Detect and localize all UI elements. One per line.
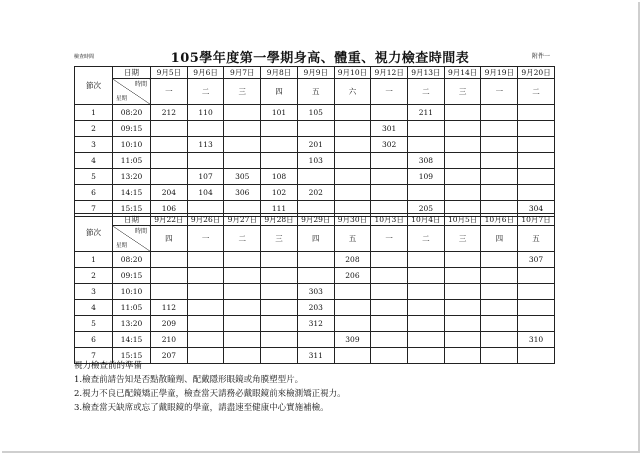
class-cell: 208 <box>334 252 371 268</box>
class-cell <box>408 121 445 137</box>
class-cell <box>224 252 261 268</box>
class-cell: 206 <box>334 268 371 284</box>
date-cell: 10月3日 <box>371 214 408 226</box>
attachment-label: 附件一 <box>532 53 551 60</box>
table-row <box>75 185 555 201</box>
section-number: 4 <box>75 153 113 169</box>
class-cell: 306 <box>224 185 261 201</box>
weekday-cell: 四 <box>261 79 298 105</box>
time-cell: 15:15 <box>113 348 151 364</box>
class-cell <box>297 332 334 348</box>
class-cell <box>334 105 371 121</box>
table-row <box>75 121 555 137</box>
date-row <box>75 214 555 226</box>
class-cell <box>261 153 298 169</box>
date-cell: 9月6日 <box>187 67 224 79</box>
class-cell <box>481 300 518 316</box>
class-cell: 202 <box>297 185 334 201</box>
class-cell: 112 <box>151 300 188 316</box>
weekday-cell: 二 <box>408 226 445 252</box>
time-cell: 13:20 <box>113 169 151 185</box>
class-cell <box>481 348 518 364</box>
class-cell: 302 <box>371 137 408 153</box>
date-cell: 9月7日 <box>224 67 261 79</box>
class-cell <box>334 316 371 332</box>
class-cell <box>371 300 408 316</box>
class-cell <box>408 332 445 348</box>
time-weekday-header <box>113 79 151 105</box>
class-cell <box>518 300 555 316</box>
date-cell: 9月13日 <box>408 67 445 79</box>
section-number: 1 <box>75 105 113 121</box>
class-cell: 101 <box>261 105 298 121</box>
class-cell <box>187 153 224 169</box>
time-cell: 11:05 <box>113 153 151 169</box>
class-cell <box>187 332 224 348</box>
class-cell <box>334 153 371 169</box>
table-body <box>75 105 555 217</box>
table-row <box>75 105 555 121</box>
class-cell: 210 <box>151 332 188 348</box>
class-cell <box>481 284 518 300</box>
weekday-cell: 四 <box>297 226 334 252</box>
date-cell: 10月7日 <box>518 214 555 226</box>
class-cell <box>518 105 555 121</box>
class-cell <box>481 121 518 137</box>
class-cell: 207 <box>151 348 188 364</box>
date-cell: 9月8日 <box>261 67 298 79</box>
class-cell <box>151 268 188 284</box>
time-cell: 14:15 <box>113 332 151 348</box>
weekday-cell: 三 <box>444 226 481 252</box>
table-row <box>75 252 555 268</box>
class-cell <box>408 284 445 300</box>
section-number: 6 <box>75 332 113 348</box>
date-cell: 9月10日 <box>334 67 371 79</box>
class-cell <box>224 332 261 348</box>
class-cell <box>297 268 334 284</box>
date-cell: 9月26日 <box>187 214 224 226</box>
class-cell <box>224 268 261 284</box>
class-cell <box>371 153 408 169</box>
class-cell: 104 <box>187 185 224 201</box>
table-row <box>75 300 555 316</box>
class-cell <box>408 252 445 268</box>
class-cell: 107 <box>187 169 224 185</box>
class-cell <box>151 121 188 137</box>
class-cell <box>224 300 261 316</box>
class-cell <box>334 300 371 316</box>
schedule-table-september <box>74 66 555 217</box>
date-cell: 10月4日 <box>408 214 445 226</box>
class-cell <box>481 252 518 268</box>
class-cell: 301 <box>371 121 408 137</box>
class-cell: 205 <box>408 201 445 217</box>
class-cell <box>444 185 481 201</box>
class-cell <box>518 284 555 300</box>
weekday-cell: 一 <box>371 79 408 105</box>
date-cell: 9月28日 <box>261 214 298 226</box>
page-title: 105學年度第一學期身高、體重、視力檢查時間表 <box>170 51 470 66</box>
weekday-cell: 一 <box>371 226 408 252</box>
class-cell <box>187 252 224 268</box>
date-cell: 9月14日 <box>444 67 481 79</box>
class-cell <box>444 284 481 300</box>
class-cell <box>371 332 408 348</box>
class-cell: 102 <box>261 185 298 201</box>
class-cell <box>297 169 334 185</box>
class-cell: 304 <box>518 201 555 217</box>
date-cell: 10月5日 <box>444 214 481 226</box>
section-number: 7 <box>75 201 113 217</box>
class-cell <box>408 300 445 316</box>
class-cell <box>334 169 371 185</box>
class-cell: 113 <box>187 137 224 153</box>
class-cell: 310 <box>518 332 555 348</box>
class-cell <box>261 332 298 348</box>
class-cell: 308 <box>408 153 445 169</box>
weekday-row <box>75 226 555 252</box>
section-header: 節次 <box>75 67 113 105</box>
weekday-cell: 三 <box>224 79 261 105</box>
class-cell <box>444 153 481 169</box>
class-cell <box>334 185 371 201</box>
weekday-label: 星期 <box>116 96 128 102</box>
class-cell: 303 <box>297 284 334 300</box>
class-cell <box>187 268 224 284</box>
table-row <box>75 153 555 169</box>
weekday-cell: 六 <box>334 79 371 105</box>
weekday-label: 星期 <box>116 243 128 249</box>
class-cell: 209 <box>151 316 188 332</box>
table-row <box>75 137 555 153</box>
class-cell: 110 <box>187 105 224 121</box>
class-cell: 109 <box>408 169 445 185</box>
class-cell <box>444 137 481 153</box>
table-row <box>75 332 555 348</box>
class-cell <box>261 300 298 316</box>
class-cell: 111 <box>261 201 298 217</box>
class-cell <box>224 105 261 121</box>
section-number: 7 <box>75 348 113 364</box>
class-cell <box>408 137 445 153</box>
class-cell <box>371 268 408 284</box>
class-cell <box>408 268 445 284</box>
class-cell <box>371 185 408 201</box>
table-row <box>75 268 555 284</box>
class-cell <box>481 316 518 332</box>
weekday-cell: 二 <box>518 79 555 105</box>
class-cell <box>151 137 188 153</box>
weekday-cell: 二 <box>187 79 224 105</box>
class-cell <box>151 284 188 300</box>
class-cell <box>334 121 371 137</box>
class-cell <box>187 121 224 137</box>
date-cell: 9月22日 <box>151 214 188 226</box>
class-cell <box>224 121 261 137</box>
date-row <box>75 67 555 79</box>
weekday-cell: 五 <box>297 79 334 105</box>
class-cell <box>224 284 261 300</box>
class-cell <box>518 316 555 332</box>
section-number: 3 <box>75 284 113 300</box>
weekday-cell: 一 <box>187 226 224 252</box>
class-cell <box>297 252 334 268</box>
class-cell: 203 <box>297 300 334 316</box>
class-cell <box>334 137 371 153</box>
class-cell <box>481 137 518 153</box>
class-cell <box>444 300 481 316</box>
class-cell: 311 <box>297 348 334 364</box>
class-cell <box>518 137 555 153</box>
class-cell <box>187 300 224 316</box>
section-number: 2 <box>75 268 113 284</box>
class-cell <box>408 185 445 201</box>
date-header: 日期 <box>113 67 151 79</box>
notes-item: 2.視力不良已配鏡矯正學童，檢查當天請務必戴眼鏡前來檢測矯正視力。 <box>74 389 346 399</box>
weekday-cell: 二 <box>224 226 261 252</box>
date-cell: 9月30日 <box>334 214 371 226</box>
class-cell: 201 <box>297 137 334 153</box>
class-cell <box>151 153 188 169</box>
class-cell <box>187 316 224 332</box>
class-cell <box>518 185 555 201</box>
class-cell <box>518 121 555 137</box>
class-cell <box>481 105 518 121</box>
time-cell: 08:20 <box>113 105 151 121</box>
class-cell <box>481 169 518 185</box>
class-cell <box>224 153 261 169</box>
time-weekday-header <box>113 226 151 252</box>
table-row <box>75 284 555 300</box>
class-cell <box>444 268 481 284</box>
date-cell: 9月27日 <box>224 214 261 226</box>
time-cell: 09:15 <box>113 121 151 137</box>
class-cell: 305 <box>224 169 261 185</box>
inspection-notes <box>74 359 346 415</box>
class-cell <box>481 153 518 169</box>
class-cell <box>261 284 298 300</box>
class-cell <box>371 284 408 300</box>
class-cell <box>371 348 408 364</box>
date-cell: 9月19日 <box>481 67 518 79</box>
weekday-cell: 一 <box>481 79 518 105</box>
weekday-cell: 一 <box>151 79 188 105</box>
class-cell <box>518 153 555 169</box>
section-number: 4 <box>75 300 113 316</box>
section-number: 2 <box>75 121 113 137</box>
time-cell: 08:20 <box>113 252 151 268</box>
section-number: 5 <box>75 169 113 185</box>
class-cell: 204 <box>151 185 188 201</box>
class-cell <box>297 121 334 137</box>
date-cell: 9月20日 <box>518 67 555 79</box>
section-number: 3 <box>75 137 113 153</box>
table-body <box>75 252 555 364</box>
section-header: 節次 <box>75 214 113 252</box>
date-cell: 9月9日 <box>297 67 334 79</box>
date-cell: 9月29日 <box>297 214 334 226</box>
weekday-cell: 四 <box>151 226 188 252</box>
time-cell: 10:10 <box>113 284 151 300</box>
date-cell: 9月12日 <box>371 67 408 79</box>
notes-item: 3.檢查當天缺席或忘了戴眼鏡的學童，請盡速至健康中心實施補檢。 <box>74 403 329 413</box>
class-cell: 309 <box>334 332 371 348</box>
class-cell <box>151 252 188 268</box>
class-cell <box>151 169 188 185</box>
class-cell <box>518 348 555 364</box>
time-cell: 09:15 <box>113 268 151 284</box>
date-cell: 10月6日 <box>481 214 518 226</box>
time-label: 時間 <box>134 81 147 88</box>
class-cell: 108 <box>261 169 298 185</box>
class-cell <box>371 252 408 268</box>
class-cell <box>261 121 298 137</box>
class-cell: 106 <box>151 201 188 217</box>
class-cell <box>224 137 261 153</box>
class-cell <box>444 121 481 137</box>
weekday-cell: 五 <box>518 226 555 252</box>
date-header: 日期 <box>113 214 151 226</box>
class-cell: 312 <box>297 316 334 332</box>
class-cell <box>518 169 555 185</box>
class-cell <box>444 252 481 268</box>
class-cell <box>481 185 518 201</box>
class-cell: 212 <box>151 105 188 121</box>
class-cell <box>371 169 408 185</box>
weekday-cell: 四 <box>481 226 518 252</box>
time-cell: 10:10 <box>113 137 151 153</box>
notes-item: 1.檢查前請告知是否點散瞳劑、配戴隱形眼鏡或角膜塑型片。 <box>74 375 304 385</box>
date-cell: 9月5日 <box>151 67 188 79</box>
class-cell <box>371 316 408 332</box>
class-cell: 307 <box>518 252 555 268</box>
time-cell: 13:20 <box>113 316 151 332</box>
class-cell <box>444 332 481 348</box>
class-cell <box>334 284 371 300</box>
time-label: 時間 <box>134 228 147 235</box>
class-cell <box>408 348 445 364</box>
time-cell: 15:15 <box>113 201 151 217</box>
section-number: 5 <box>75 316 113 332</box>
schedule-table-october <box>74 213 555 364</box>
class-cell <box>261 316 298 332</box>
notes-heading: 視力檢查前的準備 <box>74 361 143 371</box>
class-cell <box>224 316 261 332</box>
table-row <box>75 316 555 332</box>
class-cell: 105 <box>297 105 334 121</box>
weekday-cell: 三 <box>261 226 298 252</box>
section-number: 6 <box>75 185 113 201</box>
class-cell <box>444 169 481 185</box>
class-cell <box>518 268 555 284</box>
class-cell <box>444 316 481 332</box>
class-cell <box>187 284 224 300</box>
time-cell: 11:05 <box>113 300 151 316</box>
section-number: 1 <box>75 252 113 268</box>
corner-note-left: 檢查時間 <box>74 54 95 60</box>
weekday-cell: 二 <box>408 79 445 105</box>
class-cell: 103 <box>297 153 334 169</box>
class-cell <box>444 348 481 364</box>
weekday-row <box>75 79 555 105</box>
table-row <box>75 169 555 185</box>
class-cell <box>408 316 445 332</box>
class-cell <box>481 332 518 348</box>
class-cell: 211 <box>408 105 445 121</box>
class-cell <box>261 252 298 268</box>
time-cell: 14:15 <box>113 185 151 201</box>
class-cell <box>261 268 298 284</box>
class-cell <box>261 137 298 153</box>
weekday-cell: 五 <box>334 226 371 252</box>
class-cell <box>371 105 408 121</box>
class-cell <box>481 268 518 284</box>
class-cell <box>444 105 481 121</box>
weekday-cell: 三 <box>444 79 481 105</box>
